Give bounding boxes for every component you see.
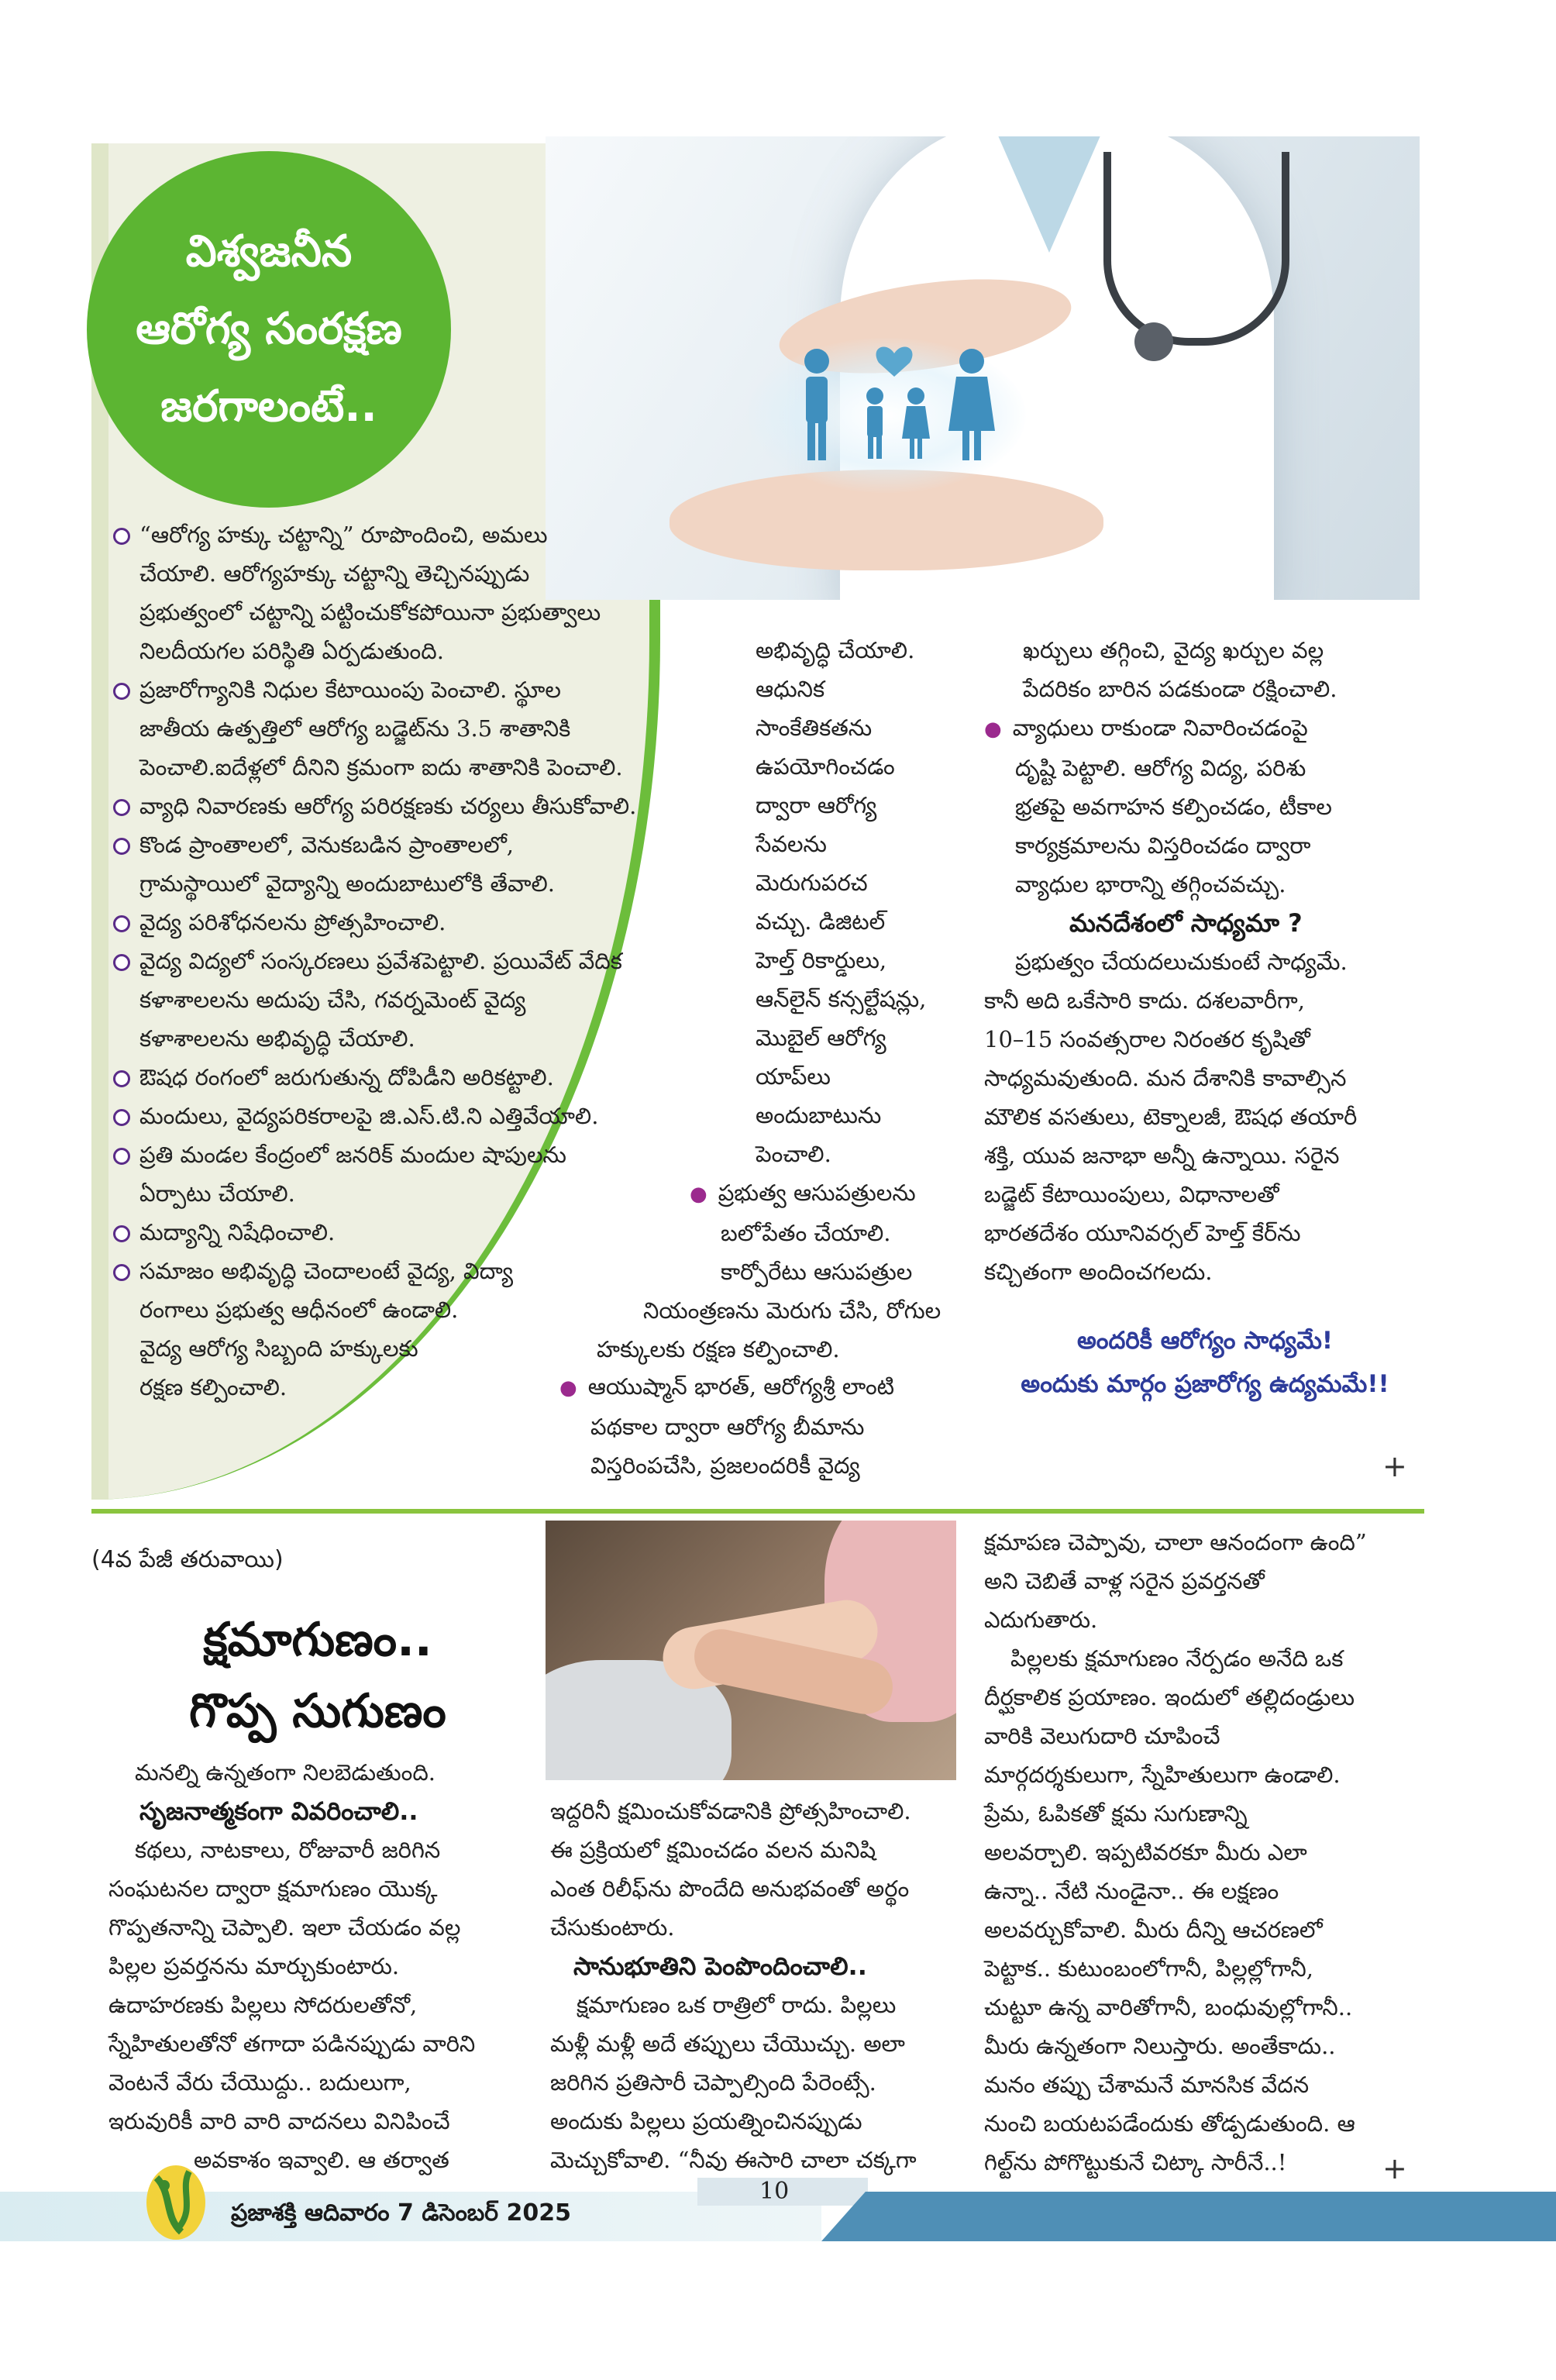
article-title: క్షమాగుణం.. గొప్ప సుగుణం: [189, 1613, 446, 1738]
list-item: మందులు, వైద్యపరికరాలపై జి.ఎస్.టి.ని ఎత్తివేయాలి.: [108, 1097, 636, 1135]
article-title-circle: [87, 151, 451, 508]
footer-masthead: ప్రజాశక్తి ఆదివారం 7 డిసెంబర్ 2025: [231, 2199, 572, 2227]
title-line-2: ఆరోగ్య సంరక్షణ: [136, 304, 402, 354]
slogan: అందరికీ ఆరోగ్యం సాధ్యమే! అందుకు మార్గం ప్రజారోగ్య ఉద్యమమే!!: [1021, 1327, 1389, 1398]
subheading: సానుభూతిని పెంపొందించాలి..: [573, 1951, 867, 1981]
page-number: 10: [759, 2178, 790, 2205]
article-end-mark: +: [1382, 2151, 1407, 2185]
title-line-3: జరగాలంటే..: [160, 381, 377, 432]
section-divider: [91, 1509, 1424, 1514]
list-item: వైద్య పరిశోధనలను ప్రోత్సహించాలి.: [108, 903, 636, 942]
right-column-text: ఖర్చులు తగ్గించి, వైద్య ఖర్చుల వల్ల పేదరికం బారిన పడకుండా రక్షించాలి. ● వ్యాధులు రాకుండా నివారించడంపై దృష్టి పెట్టాలి. ఆరోగ్య విద్య, పరిశు భ్రతపై అవగాహన కల్పించడం, టీకాల కార్యక్రమాలను విస్తరించడం ద్వారా వ్యాధుల భారాన్ని తగ్గించవచ్చు. మనదేశంలో సాధ్యమా ? ప్రభుత్వం చేయదలుచుకుంటే సాధ్యమే. కానీ అది ఒకేసారి కాదు. దశలవారీగా, 10–15 సంవత్సరాల నిరంతర కృషితో సాధ్యమవుతుంది. మన దేశానికి కావాల్సిన మౌలిక వసతులు, టెక్నాలజీ, ఔషధ తయారీ శక్తి, యువ జనాభా అన్నీ ఉన్నాయి. సరైన బడ్జెట్ కేటాయింపులు, విధానాలతో భారతదేశం యూనివర్సల్ హెల్త్ కేర్‌ను కచ్చితంగా అందించగలదు.: [984, 637, 1358, 1285]
list-item: ఔషధ రంగంలో జరుగుతున్న దోపిడీని అరికట్టాలి.: [108, 1058, 636, 1097]
middle-column-text: అభివృద్ధి చేయాలి. ఆధునిక సాంకేతికతను ఉపయోగించడం ద్వారా ఆరోగ్య సేవలను మెరుగుపరచ వచ్చు. డిజిటల్ హెల్త్ రికార్డులు, ఆన్‌లైన్ కన్సల్టేషన్లు, మొబైల్ ఆరోగ్య యాప్‌లు అందుబాటును పెంచాలి.: [756, 637, 927, 1167]
list-item: వైద్య విద్యలో సంస్కరణలు ప్రవేశపెట్టాలి. ప్రయివేట్ వేదిక కళాశాలలను అదుపు చేసి, గవర్నమెంట్ వైద్య కళాశాలలను అభివృద్ధి చేయాలి.: [108, 942, 636, 1058]
doctor-hero-image: [546, 136, 1420, 600]
title-line-1: విశ్వజనీన: [185, 226, 353, 277]
bullet-dot-icon: ●: [559, 1376, 577, 1400]
list-item: “ఆరోగ్య హక్కు చట్టాన్ని” రూపొందించి, అమలు చేయాలి. ఆరోగ్యహక్కు చట్టాన్ని తెచ్చినప్పుడు ప్రభుత్వంలో చట్టాన్ని పట్టించుకోకపోయినా ప్రభుత్వాలు నిలదీయగల పరిస్థితి ఏర్పడుతుంది.: [108, 515, 636, 670]
holding-hands-image: [546, 1521, 956, 1780]
list-item: మద్యాన్ని నిషేధించాలి.: [108, 1213, 636, 1252]
bullet-dot-icon: ●: [984, 718, 1002, 741]
middle-bullet-2: ● ఆయుష్మాన్ భారత్, ఆరోగ్యశ్రీ లాంటి పథకాల ద్వారా ఆరోగ్య బీమాను విస్తరింపచేసి, ప్రజలందరికీ వైద్య: [559, 1373, 895, 1479]
list-item: ప్రతి మండల కేంద్రంలో జనరిక్ మందుల షాపులను ఏర్పాటు చేయాలి.: [108, 1135, 636, 1213]
list-item: సమాజం అభివృద్ధి చెందాలంటే వైద్య, విద్యా రంగాలు ప్రభుత్వ ఆధీనంలో ఉండాలి. వైద్య ఆరోగ్య సిబ్బంది హక్కులకు రక్షణ కల్పించాలి.: [108, 1252, 636, 1407]
bullet-dot-icon: ●: [690, 1183, 707, 1206]
health-demands-list: [108, 515, 636, 1407]
article-end-mark: +: [1382, 1449, 1407, 1483]
list-item: ప్రజారోగ్యానికి నిధుల కేటాయింపు పెంచాలి. స్థూల జాతీయ ఉత్పత్తిలో ఆరోగ్య బడ్జెట్‌ను 3.5 శాతానికి పెంచాలి.ఐదేళ్లలో దీనిని క్రమంగా ఐదు శాతానికి పెంచాలి.: [108, 670, 636, 787]
list-item: వ్యాధి నివారణకు ఆరోగ్య పరిరక్షణకు చర్యలు తీసుకోవాలి.: [108, 787, 636, 825]
bottom-column-1: మనల్ని ఉన్నతంగా నిలబెడుతుంది. సృజనాత్మకంగా వివరించాలి.. కథలు, నాటకాలు, రోజువారీ జరిగిన సంఘటనల ద్వారా క్షమాగుణం యొక్క గొప్పతనాన్ని చెప్పాలి. ఇలా చేయడం వల్ల పిల్లల ప్రవర్తనను మార్చుకుంటారు. ఉదాహరణకు పిల్లలు సోదరులతోనో, స్నేహితులతోనో తగాదా పడినప్పుడు వారిని వెంటనే వేరు చేయొద్దు.. బదులుగా, ఇరువురికీ వారి వారి వాదనలు వినిపించే అవకాశం ఇవ్వాలి. ఆ తర్వాత: [108, 1759, 476, 2173]
list-item: కొండ ప్రాంతాలలో, వెనుకబడిన ప్రాంతాలలో, గ్రామస్థాయిలో వైద్యాన్ని అందుబాటులోకి తేవాలి.: [108, 825, 636, 903]
subheading: సృజనాత్మకంగా వివరించాలి..: [139, 1796, 418, 1826]
footer-bar-right: [821, 2192, 1556, 2241]
continued-note: (4వ పేజీ తరువాయి): [91, 1546, 284, 1573]
bottom-column-2: ఇద్దరినీ క్షమించుకోవడానికి ప్రోత్సహించాలి. ఈ ప్రక్రియలో క్షమించడం వలన మనిషి ఎంత రిలీఫ్‌ను పొందేది అనుభవంతో అర్థం చేసుకుంటారు. సానుభూతిని పెంపొందించాలి.. క్షమాగుణం ఒక రాత్రిలో రాదు. పిల్లలు మళ్లీ మళ్లీ అదే తప్పులు చేయొచ్చు. అలా జరిగిన ప్రతిసారీ చెప్పాల్సింది పేరెంట్సే. అందుకు పిల్లలు ప్రయత్నించినప్పుడు మెచ్చుకోవాలి. “నీవు ఈసారి చాలా చక్కగా: [550, 1798, 917, 2173]
prajasakti-logo-icon: [133, 2154, 219, 2247]
subheading: మనదేశంలో సాధ్యమా ?: [1069, 908, 1303, 938]
middle-bullet-1: ● ప్రభుత్వ ఆసుపత్రులను బలోపేతం చేయాలి. కార్పోరేటు ఆసుపత్రుల నియంత్రణను మెరుగు చేసి, రోగుల హక్కులకు రక్షణ కల్పించాలి.: [597, 1180, 942, 1362]
bottom-column-3: క్షమాపణ చెప్పావు, చాలా ఆనందంగా ఉంది” అని చెబితే వాళ్ల సరైన ప్రవర్తనతో ఎదుగుతారు. పిల్లలకు క్షమాగుణం నేర్పడం అనేది ఒక దీర్ఘకాలిక ప్రయాణం. ఇందులో తల్లిదండ్రులు వారికి వెలుగుదారి చూపించే మార్గదర్శకులుగా, స్నేహితులుగా ఉండాలి. ప్రేమ, ఓపికతో క్షమ సుగుణాన్ని అలవర్చాలి. ఇప్పటివరకూ మీరు ఎలా ఉన్నా.. నేటి నుండైనా.. ఈ లక్షణం అలవర్చుకోవాలి. మీరు దీన్ని ఆచరణలో పెట్టాక.. కుటుంబంలోగానీ, పిల్లల్లోగానీ, చుట్టూ ఉన్న వారితోగానీ, బంధువుల్లోగానీ.. మీరు ఉన్నతంగా నిలుస్తారు. అంతేకాదు.. మనం తప్పు చేశామనే మానసిక వేదన నుంచి బయటపడేందుకు తోడ్పడుతుంది. ఆ గిల్ట్‌ను పోగొట్టుకునే చిట్కా సారీనే..!: [984, 1529, 1367, 2175]
family-icon: [778, 330, 1010, 485]
